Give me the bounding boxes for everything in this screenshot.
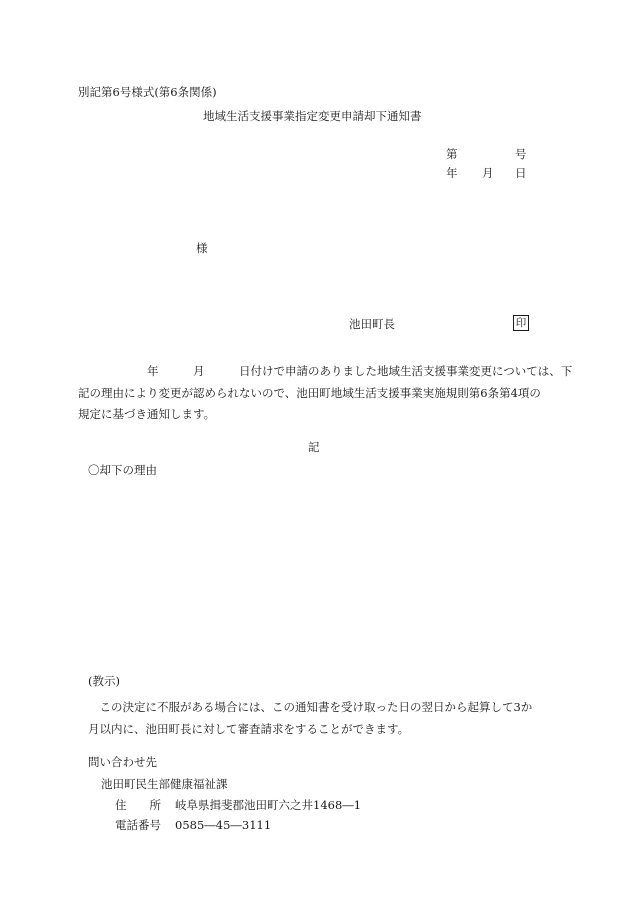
document-title: 地域生活支援事業指定変更申請却下通知書 <box>203 109 422 123</box>
contact-address-label: 住 所 <box>115 798 161 812</box>
instruction-line: この決定に不服がある場合には、この通知書を受け取った日の翌日から起算して3か <box>88 700 533 714</box>
date-day-label: 日 <box>515 166 527 180</box>
form-reference: 別記第6号様式(第6条関係) <box>78 85 217 99</box>
contact-department: 池田町民生部健康福祉課 <box>101 777 228 791</box>
body-line: 記の理由により変更が認められないので、池田町地域生活支援事業実施規則第6条第4項の <box>78 385 541 400</box>
contact-phone-value: 0585―45―3111 <box>175 818 272 832</box>
contact-phone-label: 電話番号 <box>115 818 161 832</box>
issuer-name: 池田町長 <box>349 317 395 331</box>
date-year-label: 年 <box>446 166 458 180</box>
addressee-honorific: 様 <box>196 241 208 255</box>
instruction-line: 月以内に、池田町長に対して審査請求をすることができます。 <box>88 722 410 736</box>
contact-address-value: 岐阜県揖斐郡池田町六之井1468―1 <box>175 798 362 812</box>
contact-heading: 問い合わせ先 <box>88 755 157 769</box>
instruction-body <box>88 696 550 740</box>
date-month-label: 月 <box>482 166 494 180</box>
notification-body <box>78 361 573 426</box>
seal-stamp-box: 印 <box>513 315 529 331</box>
rejection-reason-heading: 〇却下の理由 <box>88 463 157 477</box>
ki-heading: 記 <box>308 440 320 454</box>
body-line: 規定に基づき通知します。 <box>78 407 216 421</box>
instruction-heading: (教示) <box>88 674 120 688</box>
document-number-suffix: 号 <box>515 147 527 161</box>
document-number-prefix: 第 <box>446 147 458 161</box>
body-line: 年 月 日付けで申請のありました地域生活支援事業変更については、下 <box>78 364 573 378</box>
